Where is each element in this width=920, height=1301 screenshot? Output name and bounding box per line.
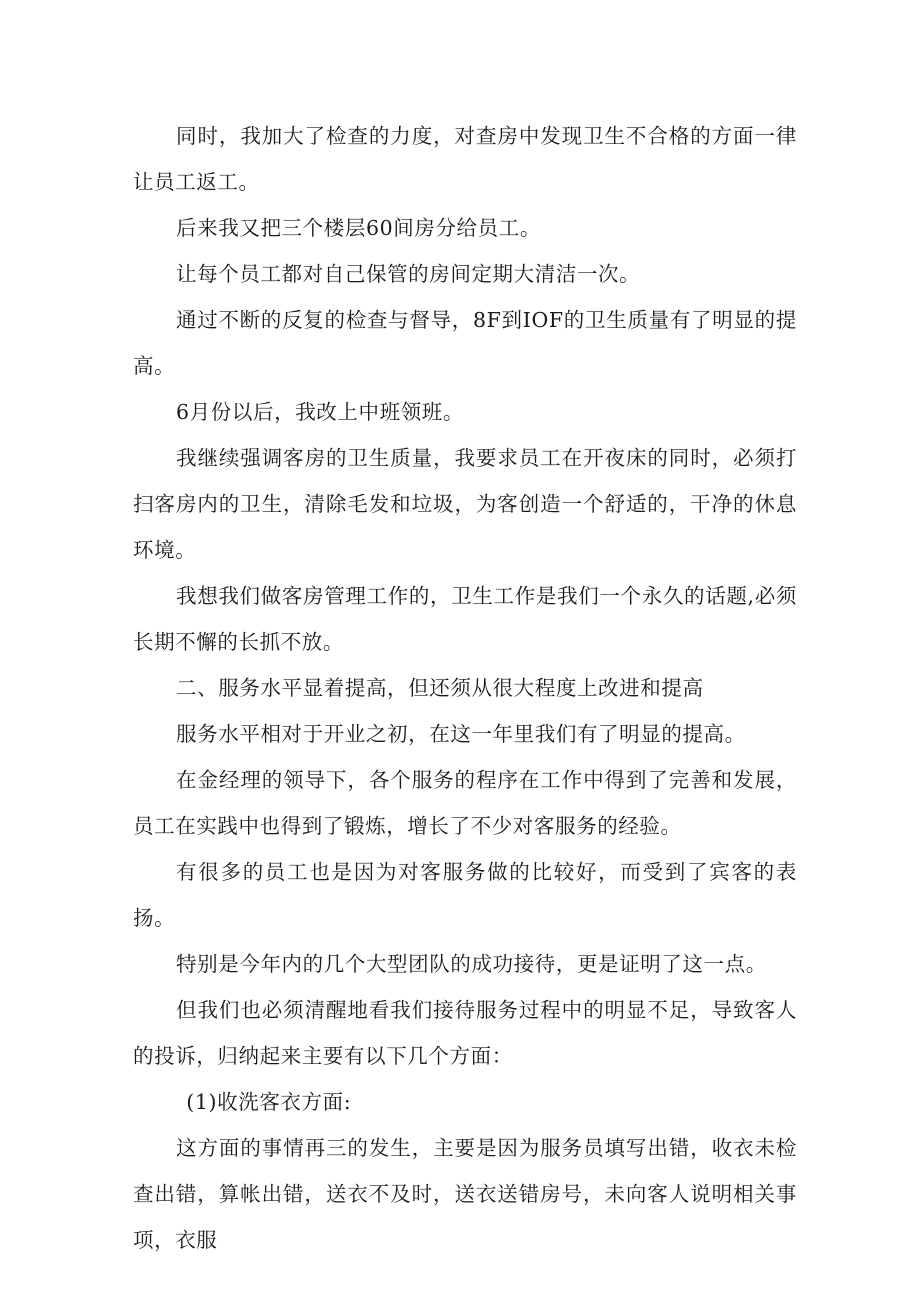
paragraph: 让每个员工都对自己保管的房间定期大清洁一次。: [176, 262, 641, 286]
paragraph: 通过不断的反复的检查与督导，8F到IOF的卫生质量有了明显的提高。: [133, 308, 797, 378]
section-heading: 二、服务水平显着提高，但还须从很大程度上改进和提高: [176, 676, 704, 700]
paragraph: 后来我又把三个楼层60间房分给员工。: [176, 216, 541, 240]
paragraph: 同时，我加大了检查的力度，对查房中发现卫生不合格的方面一律让员工返工。: [133, 124, 797, 194]
paragraph: 在金经理的领导下，各个服务的程序在工作中得到了完善和发展，员工在实践中也得到了锻炼，增长了不少对客服务的经验。: [133, 768, 797, 838]
paragraph: 6月份以后，我改上中班领班。: [176, 400, 464, 424]
paragraph: 特别是今年内的几个大型团队的成功接待，更是证明了这一点。: [176, 952, 767, 976]
list-item-heading: (1)收洗客衣方面:: [186, 1090, 352, 1114]
paragraph: 我想我们做客房管理工作的，卫生工作是我们一个永久的话题,必须长期不懈的长抓不放。: [133, 584, 797, 654]
document-body: [133, 113, 797, 1263]
paragraph: 但我们也必须清醒地看我们接待服务过程中的明显不足，导致客人的投诉，归纳起来主要有以下几个方面：: [133, 998, 797, 1068]
paragraph: 我继续强调客房的卫生质量，我要求员工在开夜床的同时，必须打扫客房内的卫生，清除毛发和垃圾，为客创造一个舒适的，干净的休息环境。: [133, 446, 797, 562]
paragraph: 有很多的员工也是因为对客服务做的比较好，而受到了宾客的表扬。: [133, 860, 797, 930]
paragraph: 这方面的事情再三的发生，主要是因为服务员填写出错，收衣未检查出错，算帐出错，送衣不及时，送衣送错房号，未向客人说明相关事项，衣服: [133, 1136, 797, 1252]
paragraph: 服务水平相对于开业之初，在这一年里我们有了明显的提高。: [176, 722, 746, 746]
